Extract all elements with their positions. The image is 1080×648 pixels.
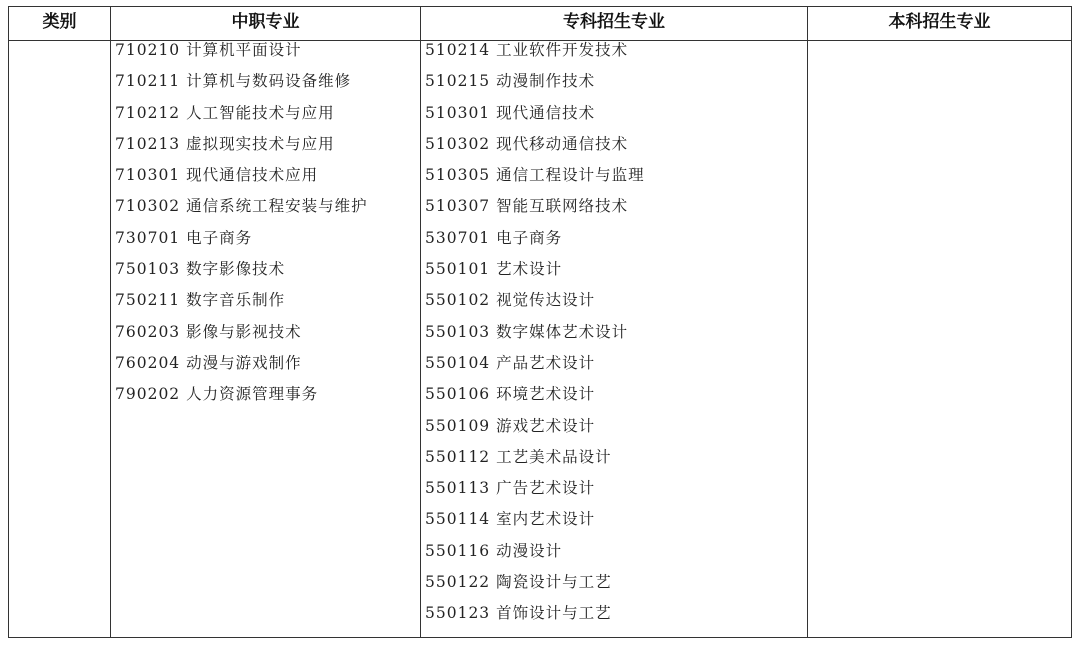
list-item: 510305 通信工程设计与监理 xyxy=(425,166,645,185)
list-item: 550106 环境艺术设计 xyxy=(425,385,596,404)
list-item: 510307 智能互联网络技术 xyxy=(425,197,629,216)
list-item: 710212 人工智能技术与应用 xyxy=(115,103,335,122)
list-item: 750211 数字音乐制作 xyxy=(115,291,286,310)
list-item: 550101 艺术设计 xyxy=(425,260,563,279)
secondary-majors-list xyxy=(115,41,415,417)
list-item: 550104 产品艺术设计 xyxy=(425,353,596,372)
list-item: 710213 虚拟现实技术与应用 xyxy=(115,134,335,153)
header-undergraduate-majors: 本科招生专业 xyxy=(888,12,991,32)
list-item: 510214 工业软件开发技术 xyxy=(425,41,629,59)
list-item: 750103 数字影像技术 xyxy=(115,260,286,279)
list-item: 550102 视觉传达设计 xyxy=(425,291,596,310)
majors-table xyxy=(8,6,1072,638)
header-secondary-majors: 中职专业 xyxy=(231,12,300,32)
column-divider xyxy=(110,7,111,637)
list-item: 710301 现代通信技术应用 xyxy=(115,166,319,185)
column-divider xyxy=(807,7,808,637)
junior-college-majors-list xyxy=(425,41,803,636)
list-item: 730701 电子商务 xyxy=(115,228,253,247)
list-item: 550113 广告艺术设计 xyxy=(425,479,596,498)
list-item: 530701 电子商务 xyxy=(425,228,563,247)
list-item: 550103 数字媒体艺术设计 xyxy=(425,322,629,341)
list-item: 710211 计算机与数码设备维修 xyxy=(115,72,352,91)
list-item: 550123 首饰设计与工艺 xyxy=(425,604,612,623)
column-divider xyxy=(420,7,421,637)
list-item: 760204 动漫与游戏制作 xyxy=(115,353,302,372)
list-item: 550116 动漫设计 xyxy=(425,541,563,560)
list-item: 550114 室内艺术设计 xyxy=(425,510,596,529)
list-item: 710302 通信系统工程安装与维护 xyxy=(115,197,368,216)
list-item: 550122 陶瓷设计与工艺 xyxy=(425,573,612,592)
list-item: 710210 计算机平面设计 xyxy=(115,41,302,59)
header-category: 类别 xyxy=(42,12,77,32)
header-junior-college-majors: 专科招生专业 xyxy=(563,12,665,32)
category-value xyxy=(19,41,104,72)
list-item: 790202 人力资源管理事务 xyxy=(115,385,319,404)
list-item: 510215 动漫制作技术 xyxy=(425,72,596,91)
list-item: 510302 现代移动通信技术 xyxy=(425,134,629,153)
list-item: 550109 游戏艺术设计 xyxy=(425,416,596,435)
list-item: 510301 现代通信技术 xyxy=(425,103,596,122)
list-item: 760203 影像与影视技术 xyxy=(115,322,302,341)
category-cell xyxy=(19,41,104,72)
list-item: 550112 工艺美术品设计 xyxy=(425,447,612,466)
